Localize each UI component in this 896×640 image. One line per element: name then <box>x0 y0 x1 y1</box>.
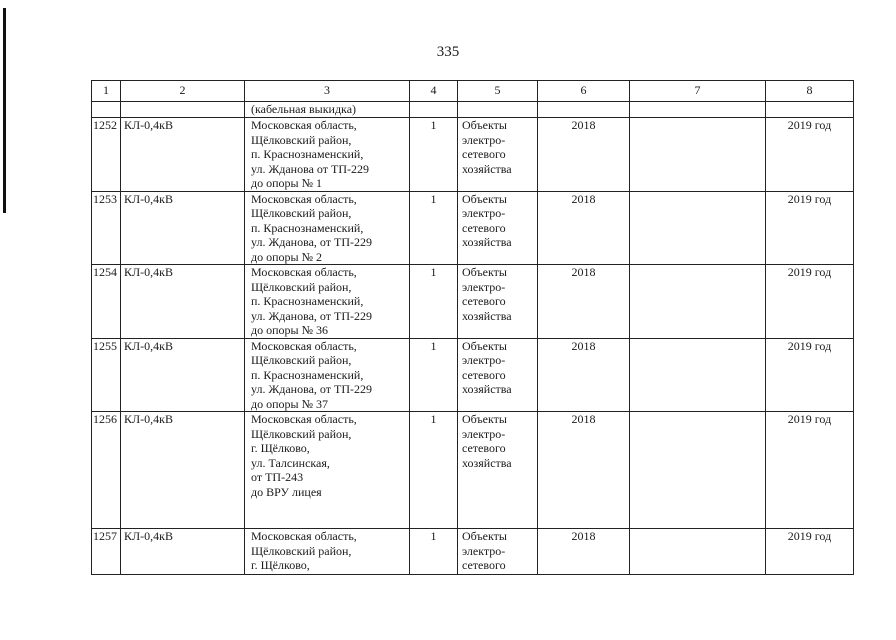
object-category-line: Объекты <box>462 191 507 206</box>
object-category-line: Объекты <box>462 529 507 543</box>
object-category-line: сетевого <box>462 441 506 455</box>
column-number: 5 <box>458 81 538 102</box>
object-address-line: ул. Талсинская, <box>251 455 330 470</box>
object-address-line: Щёлковский район, <box>251 279 352 294</box>
continuation-row <box>92 102 854 118</box>
table-row <box>92 529 854 575</box>
object-category-line: Объекты <box>462 118 507 132</box>
object-category-line: Объекты <box>462 338 507 353</box>
object-address-line: до ВРУ лицея <box>251 484 322 499</box>
object-address-line: ул. Жданова, от ТП-229 <box>251 382 372 396</box>
object-address-line: Московская область, <box>251 191 357 206</box>
object-deadline: 2019 год <box>766 338 854 412</box>
object-address-line: Щёлковский район, <box>251 353 352 367</box>
object-category-line: электро- <box>462 132 506 147</box>
table-row <box>92 118 854 192</box>
object-address-line: ул. Жданова, от ТП-229 <box>251 235 372 249</box>
object-address <box>245 118 410 192</box>
object-category <box>458 118 538 192</box>
object-category <box>458 191 538 265</box>
column-7-cell <box>630 529 766 575</box>
object-quantity: 1 <box>410 265 458 339</box>
row-number: 1255 <box>92 338 121 412</box>
object-deadline: 2019 год <box>766 412 854 529</box>
object-address-line: г. Щёлково, <box>251 558 310 572</box>
object-address-line: Щёлковский район, <box>251 543 352 558</box>
object-type: КЛ-0,4кВ <box>121 191 245 265</box>
object-year: 2018 <box>538 265 630 339</box>
object-category-line: хозяйства <box>462 161 512 176</box>
object-address-line: Щёлковский район, <box>251 426 352 441</box>
object-deadline: 2019 год <box>766 191 854 265</box>
object-address-line: до опоры № 1 <box>251 176 323 190</box>
column-7-cell <box>630 338 766 412</box>
object-address <box>245 412 410 529</box>
object-category <box>458 412 538 529</box>
column-number: 1 <box>92 81 121 102</box>
column-number: 6 <box>538 81 630 102</box>
object-quantity: 1 <box>410 118 458 192</box>
object-address-line: ул. Жданова, от ТП-229 <box>251 308 372 323</box>
row-number: 1257 <box>92 529 121 575</box>
object-address-line: п. Краснознаменский, <box>251 220 364 235</box>
object-category-line: хозяйства <box>462 455 512 470</box>
object-type: КЛ-0,4кВ <box>121 338 245 412</box>
object-address-line: Щёлковский район, <box>251 206 352 220</box>
object-address <box>245 265 410 339</box>
object-address-line: до опоры № 2 <box>251 249 323 264</box>
object-quantity: 1 <box>410 529 458 575</box>
object-address-line: от ТП-243 <box>251 470 304 484</box>
object-category-line: сетевого <box>462 220 506 235</box>
object-address-line: Московская область, <box>251 265 357 279</box>
object-address-line: Московская область, <box>251 118 357 132</box>
page-number: 335 <box>436 44 460 60</box>
object-quantity: 1 <box>410 412 458 529</box>
object-year: 2018 <box>538 529 630 575</box>
scan-edge-mark <box>3 8 6 213</box>
object-address-line: г. Щёлково, <box>251 441 310 455</box>
object-address-line: Московская область, <box>251 529 357 543</box>
object-address-line: п. Краснознаменский, <box>251 367 364 382</box>
column-7-cell <box>630 118 766 192</box>
column-7-cell <box>630 412 766 529</box>
object-category-line: сетевого <box>462 558 506 572</box>
object-address-line: Щёлковский район, <box>251 132 352 147</box>
column-number: 8 <box>766 81 854 102</box>
object-category <box>458 338 538 412</box>
column-number: 4 <box>410 81 458 102</box>
column-number: 2 <box>121 81 245 102</box>
object-deadline: 2019 год <box>766 529 854 575</box>
object-category-line: сетевого <box>462 147 506 161</box>
object-address <box>245 338 410 412</box>
column-number: 3 <box>245 81 410 102</box>
object-quantity: 1 <box>410 338 458 412</box>
column-7-cell <box>630 191 766 265</box>
registry-rows <box>92 118 854 575</box>
object-address-line: п. Краснознаменский, <box>251 147 364 161</box>
object-deadline: 2019 год <box>766 265 854 339</box>
object-category-line: электро- <box>462 279 506 294</box>
column-7-cell <box>630 265 766 339</box>
table-row <box>92 412 854 529</box>
table-row <box>92 265 854 339</box>
object-year: 2018 <box>538 191 630 265</box>
object-category-line: сетевого <box>462 294 506 308</box>
object-category-line: электро- <box>462 543 506 558</box>
continuation-text: (кабельная выкидка) <box>245 102 410 118</box>
object-category-line: хозяйства <box>462 235 512 249</box>
column-number-row <box>92 81 854 102</box>
object-type: КЛ-0,4кВ <box>121 265 245 339</box>
object-year: 2018 <box>538 338 630 412</box>
object-address-line: Московская область, <box>251 338 357 353</box>
object-year: 2018 <box>538 412 630 529</box>
object-address-line: до опоры № 36 <box>251 323 329 337</box>
object-address-line: до опоры № 37 <box>251 396 329 411</box>
object-category-line: хозяйства <box>462 308 512 323</box>
row-number: 1253 <box>92 191 121 265</box>
object-type: КЛ-0,4кВ <box>121 529 245 575</box>
row-number: 1252 <box>92 118 121 192</box>
object-type: КЛ-0,4кВ <box>121 118 245 192</box>
object-category-line: Объекты <box>462 412 507 426</box>
object-address <box>245 529 410 575</box>
object-deadline: 2019 год <box>766 118 854 192</box>
object-category <box>458 529 538 575</box>
table-row <box>92 191 854 265</box>
registry-table <box>91 80 854 575</box>
object-category-line: Объекты <box>462 265 507 279</box>
object-category-line: электро- <box>462 353 506 367</box>
table-row <box>92 338 854 412</box>
object-address <box>245 191 410 265</box>
column-number: 7 <box>630 81 766 102</box>
object-category-line: хозяйства <box>462 382 512 396</box>
object-category-line: электро- <box>462 206 506 220</box>
object-type: КЛ-0,4кВ <box>121 412 245 529</box>
object-category-line: электро- <box>462 426 506 441</box>
object-quantity: 1 <box>410 191 458 265</box>
object-address-line: Московская область, <box>251 412 357 426</box>
object-address-line: ул. Жданова от ТП-229 <box>251 161 369 176</box>
row-number: 1256 <box>92 412 121 529</box>
row-number: 1254 <box>92 265 121 339</box>
object-category-line: сетевого <box>462 367 506 382</box>
object-category <box>458 265 538 339</box>
object-address-line: п. Краснознаменский, <box>251 294 364 308</box>
object-year: 2018 <box>538 118 630 192</box>
